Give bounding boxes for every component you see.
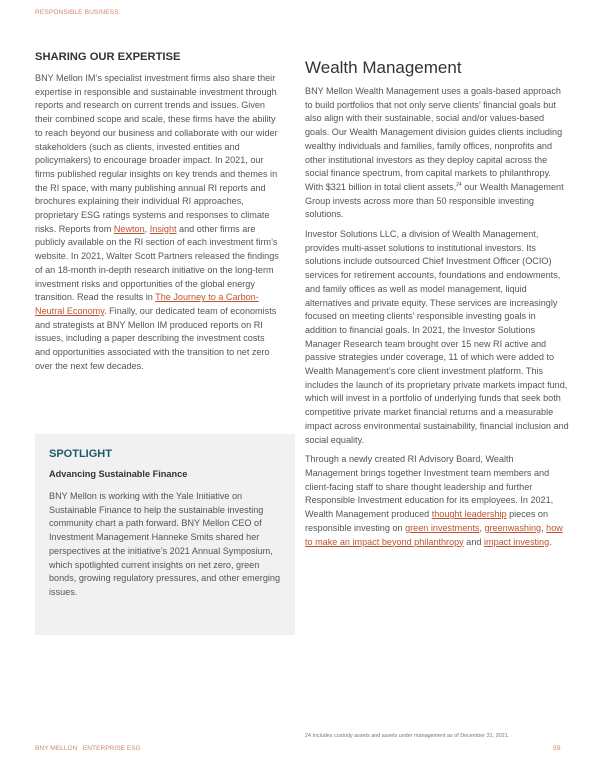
spotlight-body: BNY Mellon is working with the Yale Initiative on Sustainable Finance to help the sustainable investing community chart a path forward. BNY Mellon CEO of Investment Management Hanneke Smits shared her perspectives at the initiative’s 2021 Annual Symposium, which spotlighted current insights on net zero, green bonds, growing regulatory pressures, and other emerging issues. [49, 491, 281, 597]
impact-beyond-philanthropy-link[interactable]: how to make an impact beyond philanthropy [305, 522, 563, 547]
text: our Wealth Management Group invests across more than 50 responsible investing solutions. [305, 181, 564, 220]
text: and other firms are publicly available on the RI section of each investment firm’s website. In 2021, Walter Scott Partners released the findings of an 18-month in-depth research initiative on the long-term investment risks and opportunities of the global energy transition. Read the results in [35, 223, 279, 303]
wealth-paragraph-2: Investor Solutions LLC, a division of Wealth Management, provides multi-asset solutions to institutional investors. Its solutions include outsourced Chief Investment Officer (OCIO) services for retirement accounts, foundations and endowments, and family offices as well as model management, liquid alternatives and private equity. These services are increasingly focused on meeting clients’ responsible investing goals in addition to financial goals. In 2021, the Investor Solutions Manager Research team brought over 15 new RI active and passive strategies under coverage, 11 of which were added to Wealth Management’s core client investment platform. This includes the launch of its proprietary private markets impact fund, which will invest in a portfolio of underlying funds that seek both competitive private market financial returns and a measurable impact across environmental sustainability, financial inclusion and social equality. [305, 229, 569, 445]
green-investments-link[interactable]: green investments [405, 522, 480, 533]
insight-link[interactable]: Insight [149, 223, 177, 234]
impact-investing-link[interactable]: impact investing [483, 536, 550, 547]
page-number: 59 [553, 745, 561, 752]
text: , [144, 223, 150, 234]
text: BNY Mellon Wealth Management uses a goals-based approach to build portfolios that not only serve clients’ financial goals but also align with their sustainable, social and/or values-based goals. Our Wealth Management division guides clients including wealthy individuals and families, family offices, nonprofits and other institutional investors as they deploy capital across the social finance spectrum, from capital markets to philanthropy. With $321 billion in total client assets, [305, 86, 563, 192]
text: pieces on responsible investing on [305, 509, 549, 533]
section-label: RESPONSIBLE BUSINESS [35, 9, 119, 16]
sharing-expertise-heading: SHARING OUR EXPERTISE [35, 51, 181, 63]
wealth-paragraph-1 [305, 85, 569, 222]
footer-brand: BNY MELLON ENTERPRISE ESG [35, 745, 141, 752]
sharing-expertise-paragraph [35, 72, 279, 373]
text: . Finally, our dedicated team of economists and strategists at BNY Mellon IM produced reports on RI issues, including a paper describing the investment costs and opportunities associated with the transition to net zero over the next few decades. [35, 305, 277, 371]
footnote: 24 Includes custody assets and assets under management as of December 31, 2021. [305, 733, 510, 739]
greenwashing-link[interactable]: greenwashing [484, 522, 542, 533]
newton-link[interactable]: Newton [113, 223, 145, 234]
spotlight-subtitle: Advancing Sustainable Finance [49, 469, 188, 479]
thought-leadership-link[interactable]: thought leadership [431, 509, 507, 520]
text: , [479, 522, 485, 533]
carbon-neutral-economy-link[interactable]: The Journey to a Carbon-Neutral Economy [35, 292, 259, 316]
spotlight-title: SPOTLIGHT [49, 448, 112, 460]
text: . [549, 536, 552, 547]
wealth-management-content [305, 85, 569, 555]
spotlight-box [35, 434, 295, 635]
text: and [463, 536, 484, 547]
text: Through a newly created RI Advisory Board, Wealth Management brings together Investment team members and client-facing staff to share thought leadership and further Responsible Investment education for its employees. In 2021, Wealth Management produced [305, 454, 554, 520]
wealth-paragraph-3 [305, 453, 569, 549]
wealth-management-heading: Wealth Management [305, 58, 462, 77]
footnote-ref: 24 [456, 181, 462, 188]
text: , [541, 522, 547, 533]
text: BNY Mellon IM’s specialist investment firms also share their expertise in responsible and sustainable investment through reports and research on current trends and issues. Given their combined scope and scale, these firms have the ability to reach beyond our business and collaborate with our wider stakeholders (such as clients, invested entities and policymakers) to encourage broader impact. In 2021, our firms published regular insights on key trends and themes in the RI space, with many publishing annual RI reports and brochures explaining their individual RI approaches, proprietary ESG ratings systems and responses to climate risks. Reports from [35, 73, 278, 234]
